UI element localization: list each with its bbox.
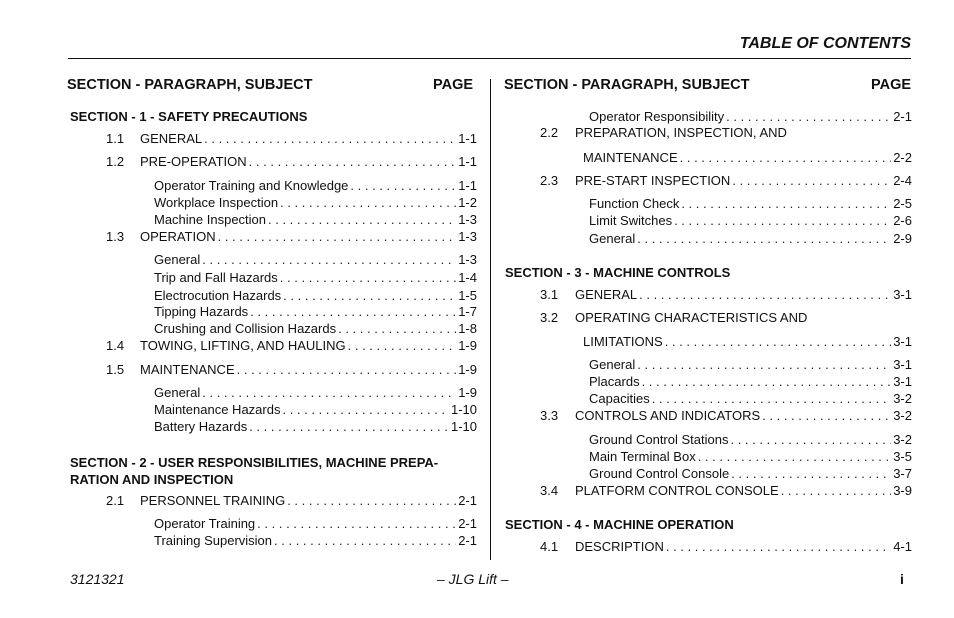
entry-page: 1-1 xyxy=(458,154,477,169)
entry-text-line1: PREPARATION, INSPECTION, AND xyxy=(575,125,787,140)
entry-text: Battery Hazards xyxy=(154,419,248,434)
entry-text: Maintenance Hazards xyxy=(154,402,281,417)
toc-entry-general-inspection[interactable] xyxy=(589,231,912,247)
entry-text: GENERAL xyxy=(140,131,203,146)
entry-page: 2-1 xyxy=(458,493,477,508)
paragraph-number: 1.1 xyxy=(106,131,125,146)
toc-entry-ground-control-console[interactable] xyxy=(589,466,912,482)
entry-text: PERSONNEL TRAINING xyxy=(140,493,286,508)
entry-text: Ground Control Stations xyxy=(589,432,729,447)
entry-text: General xyxy=(589,231,636,246)
section-1-heading: SECTION - 1 - SAFETY PRECAUTIONS xyxy=(70,109,308,124)
entry-text: CONTROLS AND INDICATORS xyxy=(575,408,761,423)
toc-entry-maintenance-hazards[interactable] xyxy=(154,402,477,418)
entry-page: 1-9 xyxy=(458,362,477,377)
entry-page: 3-1 xyxy=(893,287,912,302)
entry-text: Main Terminal Box xyxy=(589,449,696,464)
entry-page: 3-9 xyxy=(893,483,912,498)
entry-text: PLATFORM CONTROL CONSOLE xyxy=(575,483,779,498)
entry-text: General xyxy=(589,357,636,372)
entry-text: MAINTENANCE xyxy=(140,362,235,377)
section-2-heading-line2: RATION AND INSPECTION xyxy=(70,472,234,487)
entry-page: 3-2 xyxy=(893,391,912,406)
entry-text: PRE-START INSPECTION xyxy=(575,173,731,188)
toc-entry-personnel-training[interactable] xyxy=(140,493,477,509)
toc-entry-pre-operation[interactable] xyxy=(140,154,477,170)
entry-text: Operator Training xyxy=(154,516,256,531)
entry-page: 1-4 xyxy=(458,270,477,285)
paragraph-number: 3.1 xyxy=(540,287,559,302)
paragraph-number: 2.2 xyxy=(540,125,559,140)
entry-page: 4-1 xyxy=(893,539,912,554)
entry-text-line1: OPERATING CHARACTERISTICS AND xyxy=(575,310,808,325)
entry-page: 1-3 xyxy=(458,252,477,267)
toc-entry-platform-control-console[interactable] xyxy=(575,483,912,499)
entry-page: 1-10 xyxy=(450,419,477,434)
toc-entry-general-maintenance[interactable] xyxy=(154,385,477,401)
toc-entry-capacities[interactable] xyxy=(589,391,912,407)
page-number: i xyxy=(900,571,904,587)
toc-entry-controls-indicators[interactable] xyxy=(575,408,912,424)
toc-entry-operating-characteristics-limitations[interactable] xyxy=(583,334,912,350)
toc-entry-main-terminal-box[interactable] xyxy=(589,449,912,465)
entry-text: OPERATION xyxy=(140,229,216,244)
right-page-heading: PAGE xyxy=(871,77,912,93)
toc-entry-electrocution-hazards[interactable] xyxy=(154,288,477,304)
toc-entry-general-characteristics[interactable] xyxy=(589,357,912,373)
paragraph-number: 3.2 xyxy=(540,310,559,325)
entry-text: Operator Training and Knowledge xyxy=(154,178,349,193)
toc-entry-maintenance[interactable] xyxy=(140,362,477,378)
toc-entry-crushing-collision-hazards[interactable] xyxy=(154,321,477,337)
entry-page: 2-9 xyxy=(893,231,912,246)
toc-entry-workplace-inspection[interactable] xyxy=(154,195,477,211)
entry-text: MAINTENANCE xyxy=(583,150,678,165)
toc-entry-battery-hazards[interactable] xyxy=(154,419,477,435)
entry-page: 1-10 xyxy=(450,402,477,417)
paragraph-number: 1.2 xyxy=(106,154,125,169)
paragraph-number: 4.1 xyxy=(540,539,559,554)
entry-page: 1-1 xyxy=(458,131,477,146)
toc-entry-operator-responsibility[interactable] xyxy=(589,109,912,125)
entry-text: Electrocution Hazards xyxy=(154,288,282,303)
toc-entry-training-supervision[interactable] xyxy=(154,533,477,549)
paragraph-number: 1.4 xyxy=(106,338,125,353)
entry-text: General xyxy=(154,385,201,400)
toc-entry-trip-fall-hazards[interactable] xyxy=(154,270,477,286)
entry-text: LIMITATIONS xyxy=(583,334,663,349)
entry-page: 3-2 xyxy=(893,432,912,447)
paragraph-number: 1.3 xyxy=(106,229,125,244)
toc-entry-tipping-hazards[interactable] xyxy=(154,304,477,320)
paragraph-number: 2.3 xyxy=(540,173,559,188)
document-number: 3121321 xyxy=(70,571,125,587)
right-column-heading: SECTION - PARAGRAPH, SUBJECT xyxy=(504,77,750,93)
entry-page: 1-8 xyxy=(458,321,477,336)
toc-entry-operation[interactable] xyxy=(140,229,477,245)
entry-text: Capacities xyxy=(589,391,650,406)
toc-entry-pre-start-inspection[interactable] xyxy=(575,173,912,189)
toc-entry-towing-lifting-hauling[interactable] xyxy=(140,338,477,354)
entry-text: Limit Switches xyxy=(589,213,673,228)
entry-page: 1-3 xyxy=(458,229,477,244)
entry-text: Trip and Fall Hazards xyxy=(154,270,278,285)
entry-text: Training Supervision xyxy=(154,533,273,548)
toc-entry-general[interactable] xyxy=(140,131,477,147)
entry-page: 1-3 xyxy=(458,212,477,227)
toc-entry-operator-training-knowledge[interactable] xyxy=(154,178,477,194)
entry-page: 2-1 xyxy=(458,516,477,531)
paragraph-number: 3.3 xyxy=(540,408,559,423)
entry-page: 2-5 xyxy=(893,196,912,211)
left-column-heading: SECTION - PARAGRAPH, SUBJECT xyxy=(67,77,313,93)
entry-text: General xyxy=(154,252,201,267)
toc-entry-function-check[interactable] xyxy=(589,196,912,212)
entry-page: 2-1 xyxy=(458,533,477,548)
entry-text: DESCRIPTION xyxy=(575,539,664,554)
paragraph-number: 3.4 xyxy=(540,483,559,498)
entry-text: Tipping Hazards xyxy=(154,304,249,319)
entry-text: Operator Responsibility xyxy=(589,109,725,124)
left-page-heading: PAGE xyxy=(433,77,474,93)
entry-page: 3-1 xyxy=(893,357,912,372)
entry-page: 3-1 xyxy=(893,374,912,389)
paragraph-number: 2.1 xyxy=(106,493,125,508)
section-2-heading-line1: SECTION - 2 - USER RESPONSIBILITIES, MACHINE PREPA- xyxy=(70,455,439,470)
footer-brand: – JLG Lift – xyxy=(437,571,509,587)
page-title: TABLE OF CONTENTS xyxy=(739,35,911,52)
column-divider xyxy=(490,79,491,560)
paragraph-number: 1.5 xyxy=(106,362,125,377)
toc-entry-operator-training[interactable] xyxy=(154,516,477,532)
toc-entry-description[interactable] xyxy=(575,539,912,555)
toc-entry-general-operation[interactable] xyxy=(154,252,477,268)
entry-text: PRE-OPERATION xyxy=(140,154,247,169)
entry-page: 1-7 xyxy=(458,304,477,319)
section-4-heading: SECTION - 4 - MACHINE OPERATION xyxy=(505,517,734,532)
entry-page: 3-5 xyxy=(893,449,912,464)
entry-page: 1-1 xyxy=(458,178,477,193)
entry-page: 3-7 xyxy=(893,466,912,481)
section-3-heading: SECTION - 3 - MACHINE CONTROLS xyxy=(505,265,731,280)
toc-entry-placards[interactable] xyxy=(589,374,912,390)
toc-entry-limit-switches[interactable] xyxy=(589,213,912,229)
entry-page: 2-2 xyxy=(893,150,912,165)
entry-page: 2-1 xyxy=(893,109,912,124)
entry-text: GENERAL xyxy=(575,287,638,302)
header-divider xyxy=(68,58,911,59)
toc-entry-ground-control-stations[interactable] xyxy=(589,432,912,448)
entry-text: Function Check xyxy=(589,196,680,211)
entry-page: 2-6 xyxy=(893,213,912,228)
entry-page: 2-4 xyxy=(893,173,912,188)
entry-page: 1-2 xyxy=(458,195,477,210)
toc-entry-preparation-inspection-maintenance[interactable] xyxy=(583,150,912,166)
toc-entry-general-controls[interactable] xyxy=(575,287,912,303)
entry-text: Workplace Inspection xyxy=(154,195,279,210)
entry-page: 1-5 xyxy=(458,288,477,303)
entry-page: 1-9 xyxy=(458,338,477,353)
entry-page: 3-2 xyxy=(893,408,912,423)
entry-text: Ground Control Console xyxy=(589,466,730,481)
entry-text: Placards xyxy=(589,374,640,389)
toc-entry-machine-inspection[interactable] xyxy=(154,212,477,228)
entry-page: 3-1 xyxy=(893,334,912,349)
entry-text: Machine Inspection xyxy=(154,212,267,227)
entry-page: 1-9 xyxy=(458,385,477,400)
entry-text: TOWING, LIFTING, AND HAULING xyxy=(140,338,346,353)
entry-text: Crushing and Collision Hazards xyxy=(154,321,337,336)
